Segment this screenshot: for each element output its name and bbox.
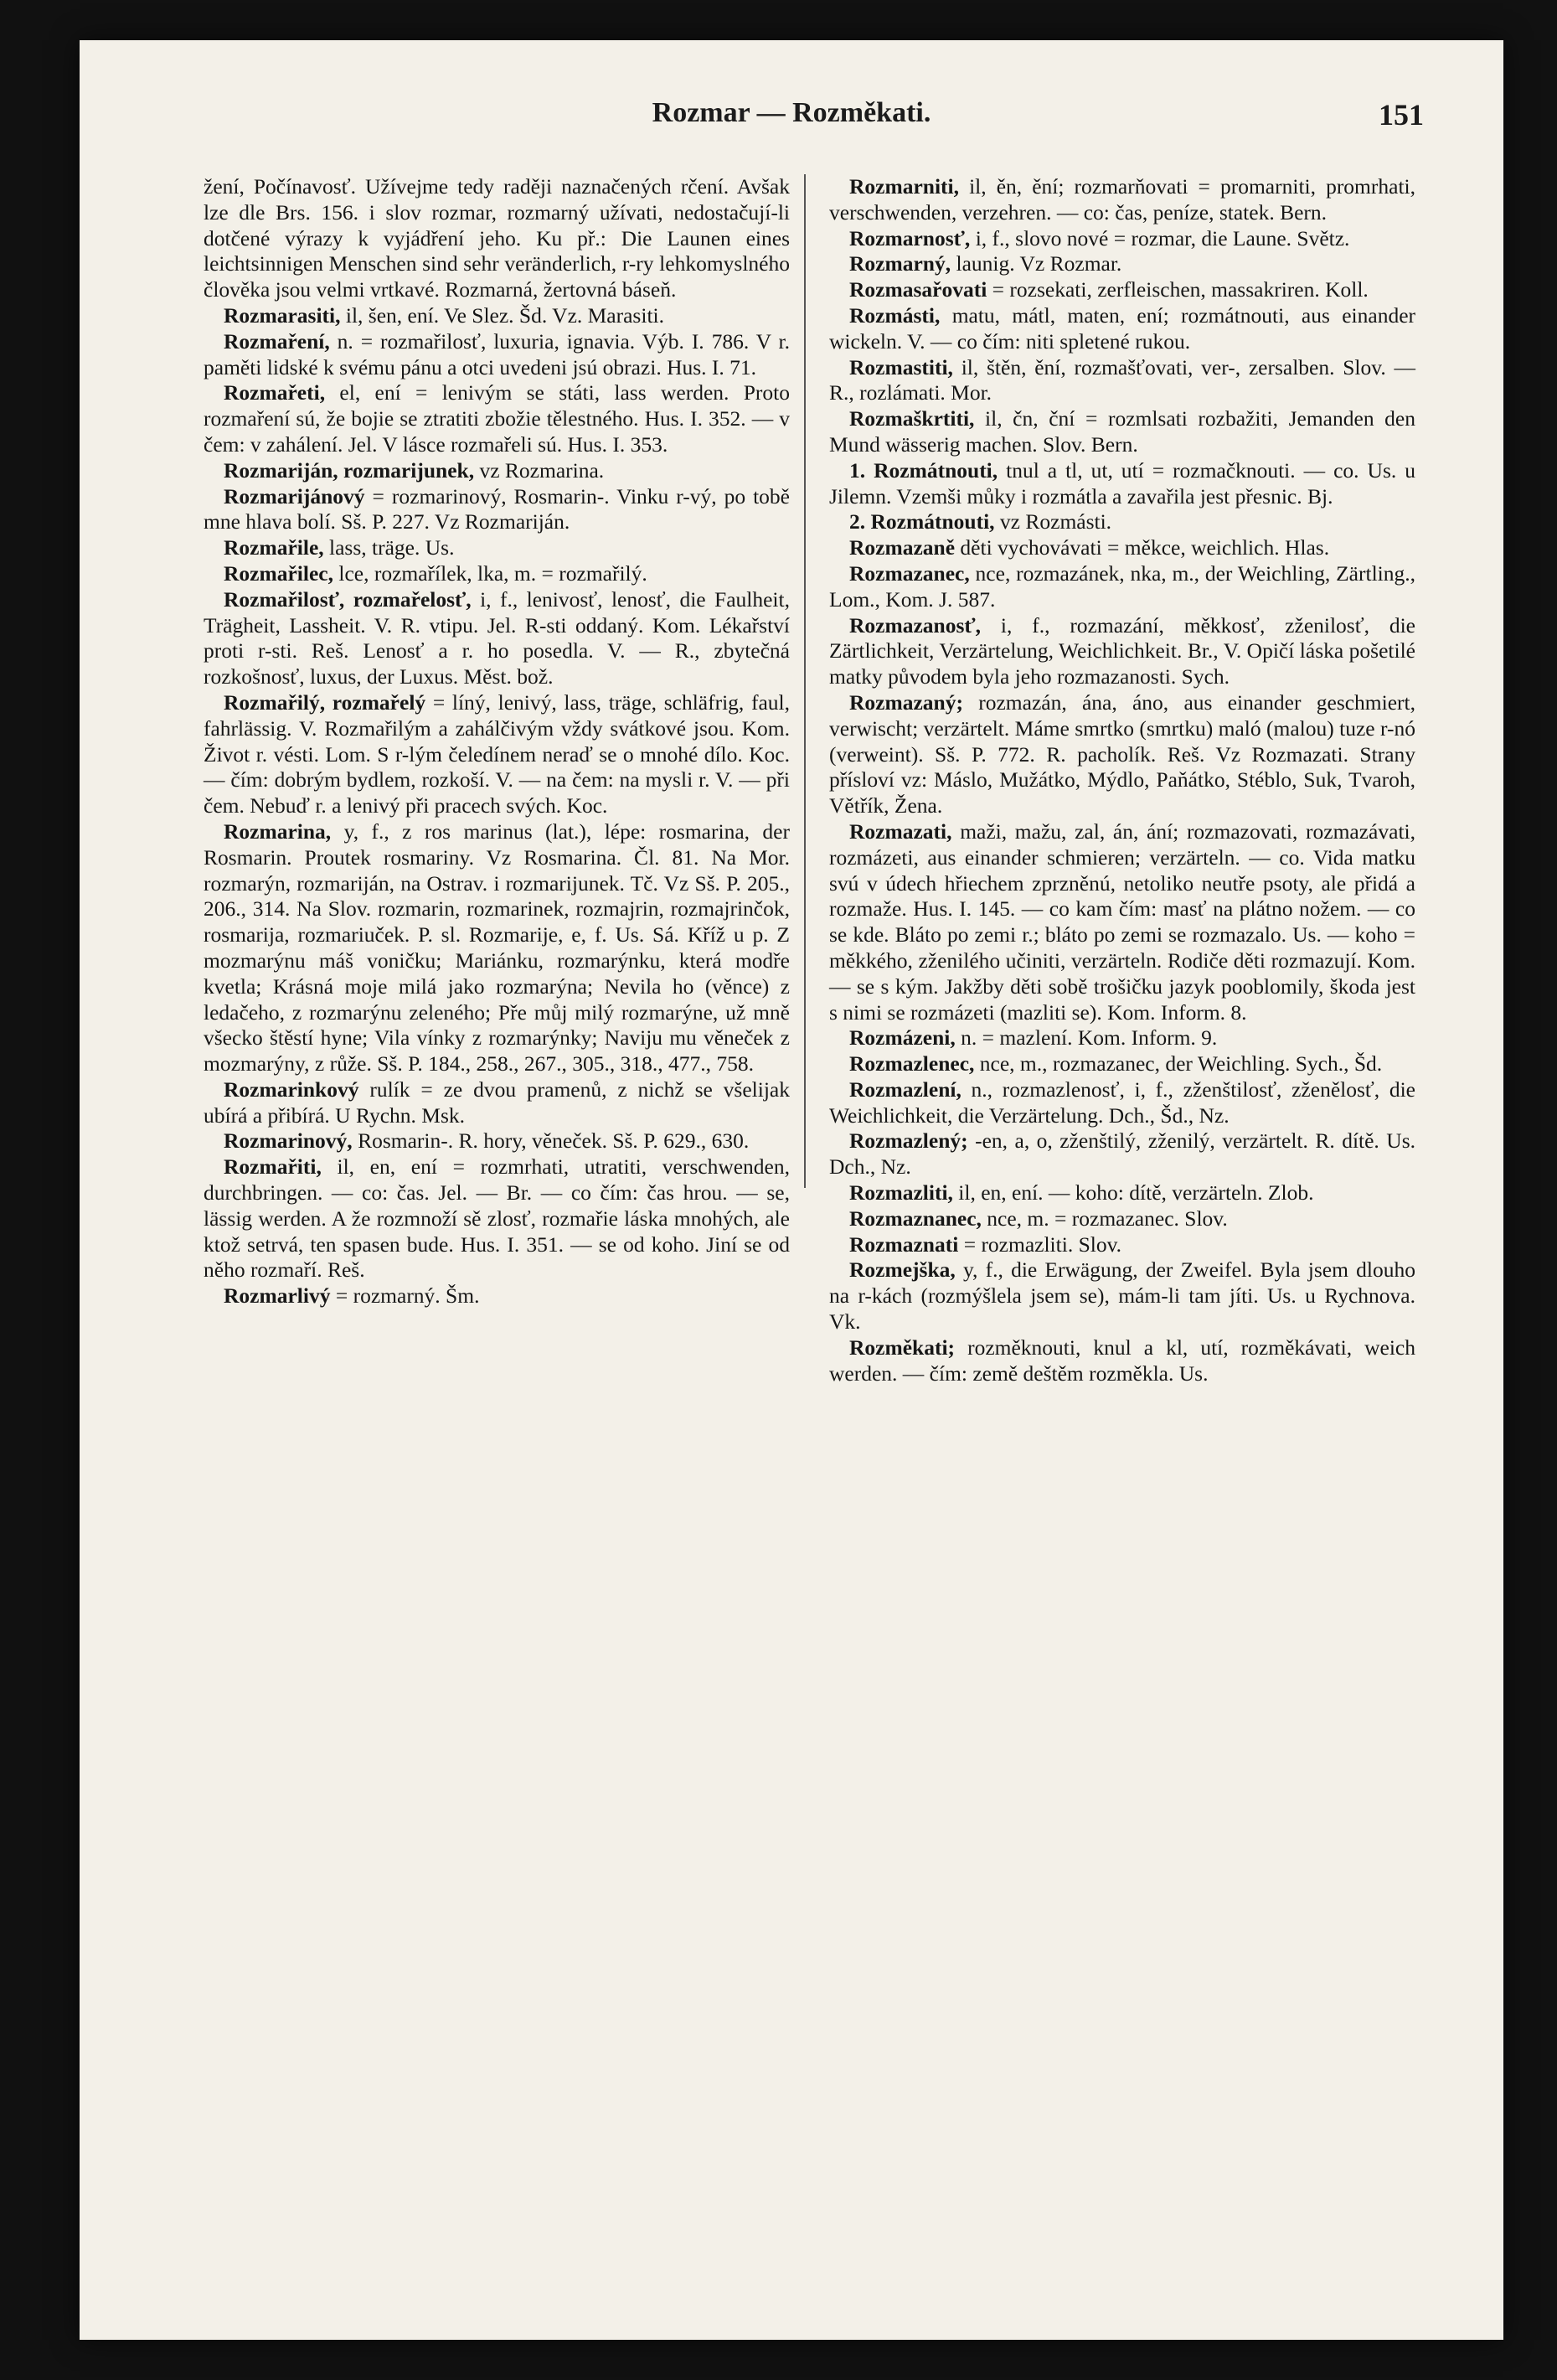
dictionary-entry <box>829 819 1415 1025</box>
column-divider <box>804 174 806 1188</box>
entry-headword: Rozmazati, <box>849 818 952 844</box>
entry-headword: Rozmarina, <box>224 818 332 844</box>
entry-headword: Rozmarlivý <box>224 1283 331 1309</box>
entry-text: i, f., rozmazání, měkkosť, zženilosť, die Zärtlichkeit, Verzärtelung, Weichlichkeit. Br., V. Opičí láska pošetilé matky původem byla jeho rozmazanosti. Sych. <box>829 612 1415 689</box>
dictionary-entry <box>829 1180 1415 1206</box>
entry-text: lce, rozmařílek, lka, m. = rozmařilý. <box>333 560 647 586</box>
entry-headword: Rozmařilý, rozmařelý <box>224 689 426 715</box>
dictionary-entry <box>829 1232 1415 1258</box>
entry-text: Rosmarin-. R. hory, věneček. Sš. P. 629., 630. <box>352 1128 750 1154</box>
entry-headword: Rozmazlený; <box>849 1128 968 1154</box>
entry-text: = rozsekati, zerfleischen, massakriren. Koll. <box>987 277 1369 302</box>
entry-text: n. = rozmařilosť, luxuria, ignavia. Výb. I. 786. V r. paměti lidské k svému pánu a otci uvedeni jsú obrazi. Hus. I. 71. <box>204 328 790 379</box>
entry-text: i, f., slovo nové = rozmar, die Laune. Světz. <box>970 225 1350 250</box>
entry-text: rulík = ze dvou pramenů, z nichž se všelijak ubírá a přibírá. U Rychn. Msk. <box>204 1076 790 1128</box>
dictionary-entry <box>829 1077 1415 1129</box>
entry-text: nce, rozmazánek, nka, m., der Weichling, Zärtling., Lom., Kom. J. 587. <box>829 560 1415 612</box>
entry-headword: 2. Rozmátnouti, <box>849 509 995 534</box>
entry-headword: Rozmazlení, <box>849 1076 962 1102</box>
running-head: Rozmar — Rozměkati. <box>652 97 931 128</box>
entry-text: il, štěn, ění, rozmašťovati, ver-, zersalben. Slov. — R., rozlámati. Mor. <box>829 354 1415 405</box>
dictionary-entry <box>204 1283 790 1309</box>
dictionary-entry <box>204 1154 790 1283</box>
entry-text: = rozmarinový, Rosmarin-. Vinku r-vý, po tobě mne hlava bolí. Sš. P. 227. Vz Rozmariján. <box>204 483 790 534</box>
entry-headword: Rozmaření, <box>224 328 330 354</box>
dictionary-entry <box>829 226 1415 252</box>
entry-text: el, ení = lenivým se státi, lass werden. Proto rozmaření sú, že bojie se ztratiti zbožie tělestného. Hus. I. 352. — v čem: v zahálení. Jel. V lásce rozmařeli sú. Hus. I. 353. <box>204 380 790 457</box>
entry-headword: Rozmazanosť, <box>849 612 982 638</box>
entry-text: n. = mazlení. Kom. Inform. 9. <box>955 1025 1218 1051</box>
entry-headword: Rozmázeni, <box>849 1025 956 1051</box>
entry-text: matu, mátl, maten, ení; rozmátnouti, aus einander wickeln. V. — co čím: niti spletené rukou. <box>829 302 1415 354</box>
dictionary-page <box>80 40 1503 2340</box>
entry-text: nce, m. = rozmazanec. Slov. <box>981 1205 1228 1231</box>
entry-text: -en, a, o, zženštilý, zženilý, verzärtelt. R. dítě. Us. Dch., Nz. <box>829 1128 1415 1180</box>
entry-headword: Rozmaškrtiti, <box>849 406 975 431</box>
entry-headword: Rozmařeti, <box>224 380 326 405</box>
entry-headword: Rozmazaně <box>849 535 956 560</box>
entry-headword: Rozmariján, rozmarijunek, <box>224 457 475 483</box>
dictionary-entry <box>829 355 1415 407</box>
entry-headword: Rozmazaný; <box>849 689 963 715</box>
entry-headword: Rozmařilec, <box>224 560 333 586</box>
entry-text: y, f., z ros marinus (lat.), lépe: rosmarina, der Rosmarin. Proutek rosmariny. Vz Rosmarina. Čl. 81. Na Mor. rozmarýn, rozmariján, na Ostrav. i rozmarijunek. Tč. Vz Sš. P. 205., 206., 314. Na Slov. rozmarin, rozmarinek, rozmajrin, rozmajrinčok, rosmarija, rozmariuček. P. sl. Rozmarije, e, f. Us. Sá. Kříž u p. Z mozmarýnu máš voničku; Mariánku, rozmarýnku, která modře kvetla; Krásná moje milá jako rozmarýna; Nevila ho (věnce) z ledačeho, z rozmarýnu zeleného; Pře můj milý rozmarýne, už mně všecko štěstí hyne; Vila vínky z rozmarýnky; Naviju mu věneček z mozmarýny, z růže. Sš. P. 184., 258., 267., 305., 318., 477., 758. <box>204 818 790 1076</box>
entry-headword: Rozmarnosť, <box>849 225 971 250</box>
dictionary-entry <box>204 819 790 1077</box>
dictionary-entry <box>204 484 790 536</box>
dictionary-entry <box>829 535 1415 561</box>
entry-headword: Rozměkati; <box>849 1335 956 1360</box>
entry-text: rozmazán, ána, áno, aus einander geschmiert, verwischt; verzärtelt. Máme smrtko (smrtku) maló (malou) tuze r-nó (verweint). Sš. P. 772. R. pacholík. Reš. Vz Rozmazati. Strany přísloví vz: Máslo, Mužátko, Mýdlo, Paňátko, Stéblo, Suk, Tvaroh, Větřík, Žena. <box>829 689 1415 818</box>
entry-headword: Rozmařile, <box>224 535 324 560</box>
dictionary-entry <box>829 1051 1415 1077</box>
entry-headword: Rozmarinkový <box>224 1076 359 1102</box>
entry-headword: Rozmazlenec, <box>849 1051 975 1076</box>
entry-headword: Rozmarinový, <box>224 1128 353 1154</box>
entry-text: n., rozmazlenosť, i, f., zženštilosť, zženělosť, die Weichlichkeit, die Verzärtelung. Dch., Šd., Nz. <box>829 1076 1415 1128</box>
entry-text: i, f., lenivosť, lenosť, die Faulheit, Trägheit, Lassheit. V. R. vtipu. Jel. R-sti oddaný. Kom. Lékařství proti r-sti. Reš. Lenosť a r. ho posedla. V. — R., zbytečná rozkošnosť, luxus, der Luxus. Měst. bož. <box>204 586 790 689</box>
page-number: 151 <box>1379 98 1424 132</box>
entry-text: žení, Počínavosť. Užívejme tedy raději naznačených rčení. Avšak lze dle Brs. 156. i slov rozmar, rozmarný užívati, nedostačují-li dotčené výrazy k vyjádření jeho. Ku př.: Die Launen eines leichtsinnigen Menschen sind sehr veränderlich, r-ry lehkomyslného člověka jsou velmi vrtkavé. Rozmarná, žertovná báseň. <box>204 174 790 302</box>
dictionary-entry <box>829 303 1415 355</box>
entry-text: launig. Vz Rozmar. <box>951 251 1122 276</box>
entry-text: il, en, ení. — koho: dítě, verzärteln. Zlob. <box>952 1180 1314 1205</box>
dictionary-entry <box>829 174 1415 226</box>
entry-headword: Rozmarný, <box>849 251 951 276</box>
right-column <box>829 174 1415 1386</box>
dictionary-entry <box>204 329 790 381</box>
entry-headword: Rozmazanec, <box>849 560 970 586</box>
dictionary-entry <box>204 303 790 329</box>
entry-headword: Rozmarijánový <box>224 483 365 509</box>
entry-text: il, šen, ení. Ve Slez. Šd. Vz. Marasiti. <box>340 302 664 328</box>
dictionary-entry <box>829 1257 1415 1335</box>
dictionary-entry <box>829 1206 1415 1232</box>
dictionary-entry <box>204 535 790 561</box>
dictionary-entry <box>829 509 1415 535</box>
dictionary-entry <box>829 406 1415 458</box>
dictionary-entry <box>829 277 1415 303</box>
entry-text: vz Rozmásti. <box>994 509 1112 534</box>
entry-text: = rozmarný. Šm. <box>330 1283 480 1309</box>
entry-headword: Rozmaznanec, <box>849 1205 982 1231</box>
entry-text: = rozmazliti. Slov. <box>958 1231 1122 1257</box>
entry-headword: Rozmejška, <box>849 1257 956 1283</box>
dictionary-entry <box>829 458 1415 510</box>
entry-headword: Rozmásti, <box>849 302 941 328</box>
dictionary-entry <box>204 1077 790 1129</box>
entry-headword: 1. Rozmátnouti, <box>849 457 998 483</box>
dictionary-entry <box>829 613 1415 690</box>
entry-text: il, ěn, ění; rozmarňovati = promarniti, promrhati, verschwenden, verzehren. — co: čas, peníze, statek. Bern. <box>829 174 1415 225</box>
entry-headword: Rozmastiti, <box>849 354 953 379</box>
entry-text: lass, träge. Us. <box>323 535 455 560</box>
entry-text: = líný, lenivý, lass, träge, schläfrig, faul, fahrlässig. V. Rozmařilým a zahálčivým vždy svátkové jsou. Kom. Život r. vésti. Lom. S r-lým čeledínem neraď se o mnohé dílo. Koc. — čím: dobrým bydlem, rozkoší. V. — na čem: na mysli r. V. — při čem. Nebuď r. a lenivý při pracech svých. Koc. <box>204 689 790 818</box>
entry-text: děti vychovávati = měkce, weichlich. Hlas. <box>955 535 1330 560</box>
page-header <box>80 89 1503 139</box>
dictionary-entry <box>829 1335 1415 1387</box>
dictionary-entry <box>204 174 790 303</box>
dictionary-entry <box>829 1128 1415 1180</box>
entry-text: y, f., die Erwägung, der Zweifel. Byla jsem dlouho na r-kách (rozmýšlela jsem se), mám-li tam jíti. Us. u Rychnova. Vk. <box>829 1257 1415 1335</box>
entry-text: maži, mažu, zal, án, ání; rozmazovati, rozmazávati, rozmázeti, aus einander schmieren; verzärteln. — co. Vida matku svú v údech hřiechem zprzněnú, netoliko neutře psoty, ale přidá a rozmaže. Hus. I. 145. — co kam čím: masť na plátno nožem. — co se kde. Bláto po zemi r.; bláto po zemi se rozmazalo. Us. — koho = měkkého, zženilého učiniti, verzärteln. Rodiče děti rozmazují. Kom. — se s kým. Jakžby děti sobě trošičku jazyk pooblomily, škoda jest s nimi se rozmázeti (mazliti se). Kom. Inform. 8. <box>829 818 1415 1025</box>
dictionary-entry <box>204 587 790 690</box>
dictionary-entry <box>829 251 1415 277</box>
entry-headword: Rozmařilosť, rozmařelosť, <box>224 586 472 612</box>
entry-headword: Rozmazliti, <box>849 1180 953 1205</box>
dictionary-entry <box>829 690 1415 819</box>
dictionary-entry <box>204 1128 790 1154</box>
dictionary-entry <box>204 561 790 587</box>
entry-headword: Rozmaznati <box>849 1231 959 1257</box>
entry-headword: Rozmařiti, <box>224 1154 322 1180</box>
dictionary-entry <box>204 458 790 484</box>
dictionary-entry <box>829 1025 1415 1051</box>
entry-text: il, čn, ční = rozmlsati rozbažiti, Jemanden den Mund wässerig machen. Slov. Bern. <box>829 406 1415 457</box>
entry-text: nce, m., rozmazanec, der Weichling. Sych., Šd. <box>974 1051 1383 1076</box>
entry-text: il, en, ení = rozmrhati, utratiti, verschwenden, durchbringen. — co: čas. Jel. — Br. — co čím: čas hrou. — se, lässig werden. A že rozmnoží sě zlosť, rozmařie láska mnohých, ale ktož setrvá, ten spasen bude. Hus. I. 351. — se od koho. Jiní se od něho rozmaří. Reš. <box>204 1154 790 1283</box>
entry-text: rozměknouti, knul a kl, utí, rozměkávati, weich werden. — čím: země deštěm rozměkla. Us. <box>829 1335 1415 1386</box>
entry-text: vz Rozmarina. <box>474 457 605 483</box>
entry-text: tnul a tl, ut, utí = rozmačknouti. — co. Us. u Jilemn. Vzemši můky i rozmátla a zavařila jest přesnic. Bj. <box>829 457 1415 509</box>
entry-headword: Rozmarasiti, <box>224 302 341 328</box>
left-column <box>204 174 790 1309</box>
dictionary-entry <box>829 561 1415 613</box>
dictionary-entry <box>204 380 790 457</box>
entry-headword: Rozmasařovati <box>849 277 987 302</box>
entry-headword: Rozmarniti, <box>849 174 960 199</box>
dictionary-entry <box>204 690 790 819</box>
